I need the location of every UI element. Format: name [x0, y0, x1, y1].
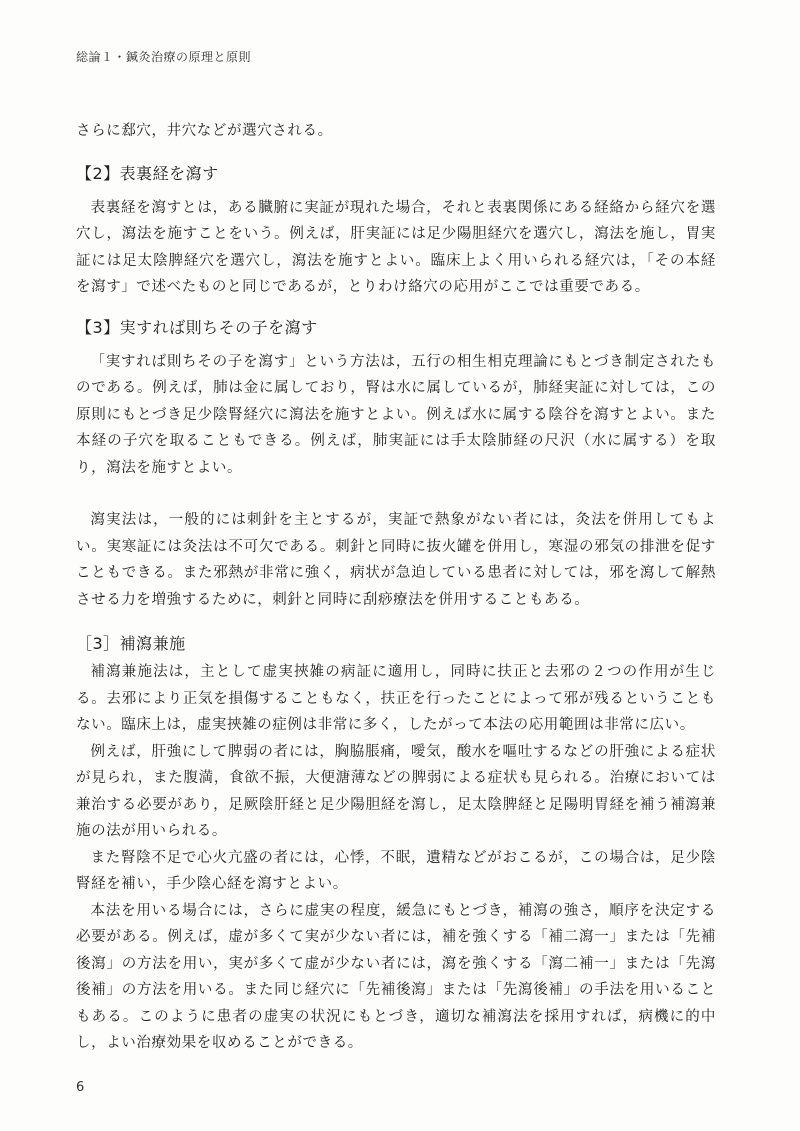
section-heading-combined: ［3］補瀉兼施	[76, 634, 186, 653]
section-4-paragraph-2: 例えば，肝強にして脾弱の者には，胸脇脹痛，噯気，酸水を嘔吐するなどの肝強による症状が見られ，また腹満，食欲不振，大便溏薄などの脾弱による症状も見られる。治療においては兼治する必要があり，足厥陰肝経と足少陽胆経を瀉し，足太陰脾経と足陽明胃経を補う補瀉兼施の法が用いられる。	[76, 743, 716, 839]
section-heading-2: 【2】表裏経を瀉す	[76, 163, 219, 183]
section-2-paragraph-1: 表裏経を瀉すとは，ある臓腑に実証が現れた場合，それと表裏関係にある経絡から経穴を選穴し，瀉法を施すことをいう。例えば，肝実証には足少陽胆経穴を選穴し，瀉法を施し，胃実証には足太陰脾経穴を選穴し，瀉法を施すとよい。臨床上よく用いられる経穴は，「その本経を瀉す」で述べたものと同じであるが，とりわけ絡穴の応用がここでは重要である。	[76, 199, 716, 295]
paragraph-gap	[76, 481, 716, 507]
section-4-paragraph-1: 補瀉兼施法は，主として虚実挾雑の病証に適用し，同時に扶正と去邪の２つの作用が生じる。去邪により正気を損傷することもなく，扶正を行ったことによって邪が残るということもない。臨床上は，虚実挾雑の症例は非常に多く，したがって本法の応用範囲は非常に広い。	[76, 664, 716, 733]
section-4-paragraph-3: また腎陰不足で心火亢盛の者には，心悸，不眠，遺精などがおこるが，この場合は，足少陰腎経を補い，手少陰心経を瀉すとよい。	[76, 849, 716, 892]
body-text	[76, 118, 716, 1057]
section-3-paragraph-2: 瀉実法は，一般的には刺針を主とするが，実証で熱象がない者には，灸法を併用してもよい。実寒証には灸法は不可欠である。刺針と同時に抜火罐を併用し，寒湿の邪気の排泄を促すこともできる。また邪熱が非常に強く，病状が急迫している患者に対しては，邪を瀉して解熱させる力を増強するために，刺針と同時に刮痧療法を併用することもある。	[76, 512, 716, 608]
running-head: 総論１・鍼灸治療の原理と原則	[76, 50, 252, 64]
section-heading-3: 【3】実すれば則ちその子を瀉す	[76, 317, 318, 337]
page-number: 6	[76, 1080, 85, 1095]
section-4-paragraph-4: 本法を用いる場合には，さらに虚実の程度，緩急にもとづき，補瀉の強さ，順序を決定する必要がある。例えば，虚が多くて実が少ない者には，補を強くする「補二瀉一」または「先補後瀉」の方法を用い，実が多くて虚が少ない者には，瀉を強くする「瀉二補一」または「先瀉後補」の方法を用いる。また同じ経穴に「先補後瀉」または「先瀉後補」の手法を用いることもある。このように患者の虚実の状況にもとづき，適切な補瀉法を採用すれば，病機に的中し，よい治療効果を収めることができる。	[76, 902, 716, 1051]
section-3-paragraph-1: 「実すれば則ちその子を瀉す」という方法は，五行の相生相克理論にもとづき制定されたものである。例えば，肺は金に属しており，腎は水に属しているが，肺経実証に対しては，この原則にもとづき足少陰腎経穴に瀉法を施すとよい。例えば水に属する陰谷を瀉すとよい。また本経の子穴を取ることもできる。例えば，肺実証には手太陰肺経の尺沢（水に属する）を取り，瀉法を施すとよい。	[76, 353, 716, 476]
intro-paragraph: さらに郄穴，井穴などが選穴される。	[76, 123, 333, 139]
